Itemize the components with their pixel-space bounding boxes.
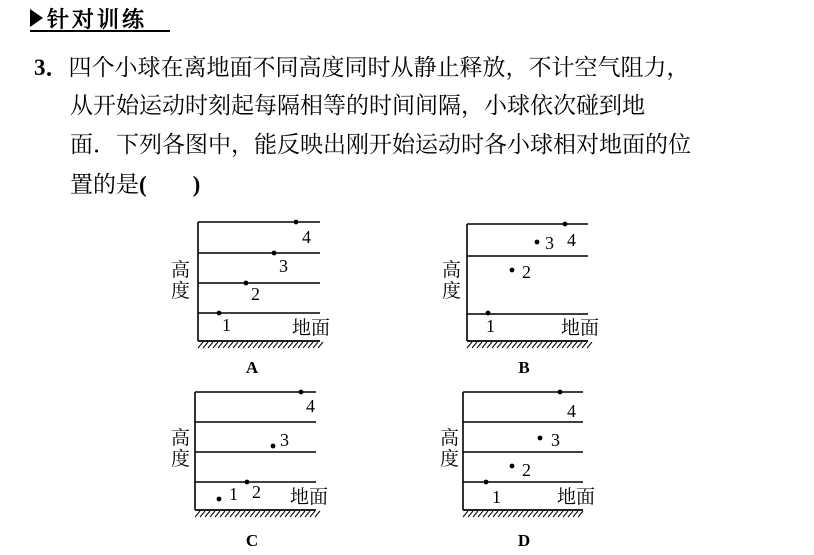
ground-hatch-c	[290, 511, 295, 517]
ball-label-c-4: 4	[306, 396, 315, 416]
panel-label-d: D	[517, 531, 531, 550]
height-label-d: 度	[440, 448, 460, 470]
ground-hatch-b	[497, 342, 502, 348]
ball-label-c-3: 3	[280, 430, 289, 450]
ground-hatch-c	[315, 511, 320, 517]
ball-label-a-2: 2	[251, 284, 260, 304]
ball-label-a-1: 1	[222, 315, 231, 335]
ground-hatch-b	[537, 342, 542, 348]
ground-hatch-b	[482, 342, 487, 348]
ground-hatch-a	[308, 342, 313, 348]
ground-hatch-a	[293, 342, 298, 348]
ball-a-4	[294, 220, 299, 225]
ground-hatch-c	[270, 511, 275, 517]
ball-a-3	[272, 251, 277, 256]
ball-b-2	[510, 268, 515, 273]
ground-hatch-b	[507, 342, 512, 348]
ground-hatch-c	[310, 511, 315, 517]
height-label-b: 度	[442, 280, 462, 302]
ground-hatch-d	[518, 511, 523, 517]
height-label-d: 高	[440, 427, 460, 449]
ground-hatch-c	[240, 511, 245, 517]
ground-hatch-a	[218, 342, 223, 348]
ground-hatch-d	[573, 511, 578, 517]
ball-d-3	[538, 436, 543, 441]
ground-label-a: 地面	[292, 317, 331, 339]
ground-hatch-d	[473, 511, 478, 517]
height-label-a: 度	[171, 280, 191, 302]
ball-label-c-2: 2	[252, 482, 261, 502]
ground-hatch-c	[230, 511, 235, 517]
ground-hatch-c	[280, 511, 285, 517]
ground-hatch-c	[220, 511, 225, 517]
ground-hatch-c	[235, 511, 240, 517]
ground-hatch-c	[305, 511, 310, 517]
ground-hatch-d	[513, 511, 518, 517]
ball-label-b-1: 1	[486, 316, 495, 336]
ground-hatch-d	[478, 511, 483, 517]
ground-hatch-b	[527, 342, 532, 348]
ground-hatch-b	[487, 342, 492, 348]
ground-hatch-b	[582, 342, 587, 348]
ground-hatch-c	[300, 511, 305, 517]
ground-hatch-a	[198, 342, 203, 348]
ground-hatch-b	[532, 342, 537, 348]
ground-hatch-d	[553, 511, 558, 517]
ground-hatch-c	[295, 511, 300, 517]
ground-hatch-a	[303, 342, 308, 348]
ground-hatch-a	[318, 342, 323, 348]
height-label-b: 高	[442, 259, 462, 281]
ground-hatch-c	[195, 511, 200, 517]
ground-hatch-d	[538, 511, 543, 517]
ground-hatch-c	[245, 511, 250, 517]
ground-hatch-c	[260, 511, 265, 517]
ground-hatch-b	[522, 342, 527, 348]
ball-label-b-4: 4	[567, 230, 576, 250]
ground-hatch-d	[483, 511, 488, 517]
ball-c-3	[271, 444, 276, 449]
ground-hatch-d	[578, 511, 583, 517]
ball-label-c-1: 1	[229, 484, 238, 504]
ball-a-1	[217, 311, 222, 316]
ground-hatch-b	[477, 342, 482, 348]
ground-hatch-d	[563, 511, 568, 517]
ground-hatch-d	[493, 511, 498, 517]
ball-c-1	[217, 497, 222, 502]
ground-hatch-b	[587, 342, 592, 348]
ground-hatch-b	[557, 342, 562, 348]
ball-b-4	[563, 222, 568, 227]
ground-hatch-a	[213, 342, 218, 348]
ball-label-d-2: 2	[522, 460, 531, 480]
ground-hatch-a	[278, 342, 283, 348]
answer-blank: ( )	[139, 172, 201, 197]
question-text-line-4: 置的是	[70, 172, 139, 198]
ground-hatch-a	[268, 342, 273, 348]
ball-b-3	[535, 240, 540, 245]
ground-hatch-c	[255, 511, 260, 517]
ground-hatch-b	[472, 342, 477, 348]
ground-hatch-b	[467, 342, 472, 348]
ball-a-2	[244, 281, 249, 286]
ground-hatch-c	[210, 511, 215, 517]
ball-d-2	[510, 464, 515, 469]
ground-hatch-a	[313, 342, 318, 348]
ground-hatch-a	[258, 342, 263, 348]
ball-label-b-3: 3	[545, 233, 554, 253]
ground-hatch-a	[288, 342, 293, 348]
ground-hatch-b	[572, 342, 577, 348]
ground-hatch-a	[243, 342, 248, 348]
ground-hatch-b	[562, 342, 567, 348]
ground-hatch-a	[263, 342, 268, 348]
ground-label-b: 地面	[561, 317, 600, 339]
ball-d-4	[558, 390, 563, 395]
ground-hatch-d	[498, 511, 503, 517]
ground-hatch-d	[508, 511, 513, 517]
ball-c-2	[245, 480, 250, 485]
ground-hatch-b	[492, 342, 497, 348]
ground-hatch-d	[503, 511, 508, 517]
ground-hatch-c	[275, 511, 280, 517]
height-label-c: 度	[171, 448, 191, 470]
ground-hatch-b	[567, 342, 572, 348]
ball-label-d-4: 4	[567, 401, 576, 421]
ground-hatch-c	[200, 511, 205, 517]
ground-hatch-b	[502, 342, 507, 348]
ball-label-a-3: 3	[279, 256, 288, 276]
ground-hatch-d	[468, 511, 473, 517]
ground-hatch-a	[238, 342, 243, 348]
ground-hatch-d	[488, 511, 493, 517]
ball-c-4	[299, 390, 304, 395]
ground-hatch-b	[547, 342, 552, 348]
ground-hatch-a	[283, 342, 288, 348]
ground-hatch-c	[250, 511, 255, 517]
ground-hatch-b	[517, 342, 522, 348]
question-text-line-1: 四个小球在离地面不同高度同时从静止释放，不计空气阻力，	[68, 55, 690, 81]
ground-hatch-b	[512, 342, 517, 348]
ground-hatch-c	[205, 511, 210, 517]
ground-hatch-a	[298, 342, 303, 348]
ground-hatch-c	[225, 511, 230, 517]
ground-label-c: 地面	[290, 486, 329, 508]
ground-hatch-a	[223, 342, 228, 348]
ground-hatch-d	[523, 511, 528, 517]
ground-hatch-c	[285, 511, 290, 517]
ground-hatch-a	[273, 342, 278, 348]
ball-label-a-4: 4	[302, 227, 311, 247]
ground-hatch-d	[543, 511, 548, 517]
ground-hatch-d	[558, 511, 563, 517]
height-label-a: 高	[171, 259, 191, 281]
panel-label-c: C	[245, 531, 259, 550]
question-number: 3．	[34, 55, 69, 80]
section-title: 针对训练	[47, 8, 148, 33]
ground-hatch-b	[552, 342, 557, 348]
ball-label-d-3: 3	[551, 430, 560, 450]
ground-hatch-d	[463, 511, 468, 517]
ball-d-1	[484, 480, 489, 485]
ground-label-d: 地面	[557, 486, 596, 508]
ground-hatch-d	[548, 511, 553, 517]
ground-hatch-a	[203, 342, 208, 348]
ground-hatch-b	[542, 342, 547, 348]
ground-hatch-a	[248, 342, 253, 348]
ball-label-d-1: 1	[492, 487, 501, 507]
panel-label-b: B	[518, 358, 530, 377]
panel-label-a: A	[245, 358, 259, 377]
ground-hatch-b	[577, 342, 582, 348]
ground-hatch-a	[233, 342, 238, 348]
ground-hatch-d	[528, 511, 533, 517]
ground-hatch-c	[265, 511, 270, 517]
ground-hatch-c	[215, 511, 220, 517]
ground-hatch-a	[253, 342, 258, 348]
question-text-line-3: 面．下列各图中，能反映出刚开始运动时各小球相对地面的位	[70, 132, 691, 158]
question-text-line-2: 从开始运动时刻起每隔相等的时间间隔，小球依次碰到地	[70, 93, 645, 119]
ground-hatch-a	[228, 342, 233, 348]
ground-hatch-a	[208, 342, 213, 348]
ground-hatch-d	[533, 511, 538, 517]
ball-b-1	[486, 311, 491, 316]
ball-label-b-2: 2	[522, 262, 531, 282]
height-label-c: 高	[171, 427, 191, 449]
ground-hatch-d	[568, 511, 573, 517]
